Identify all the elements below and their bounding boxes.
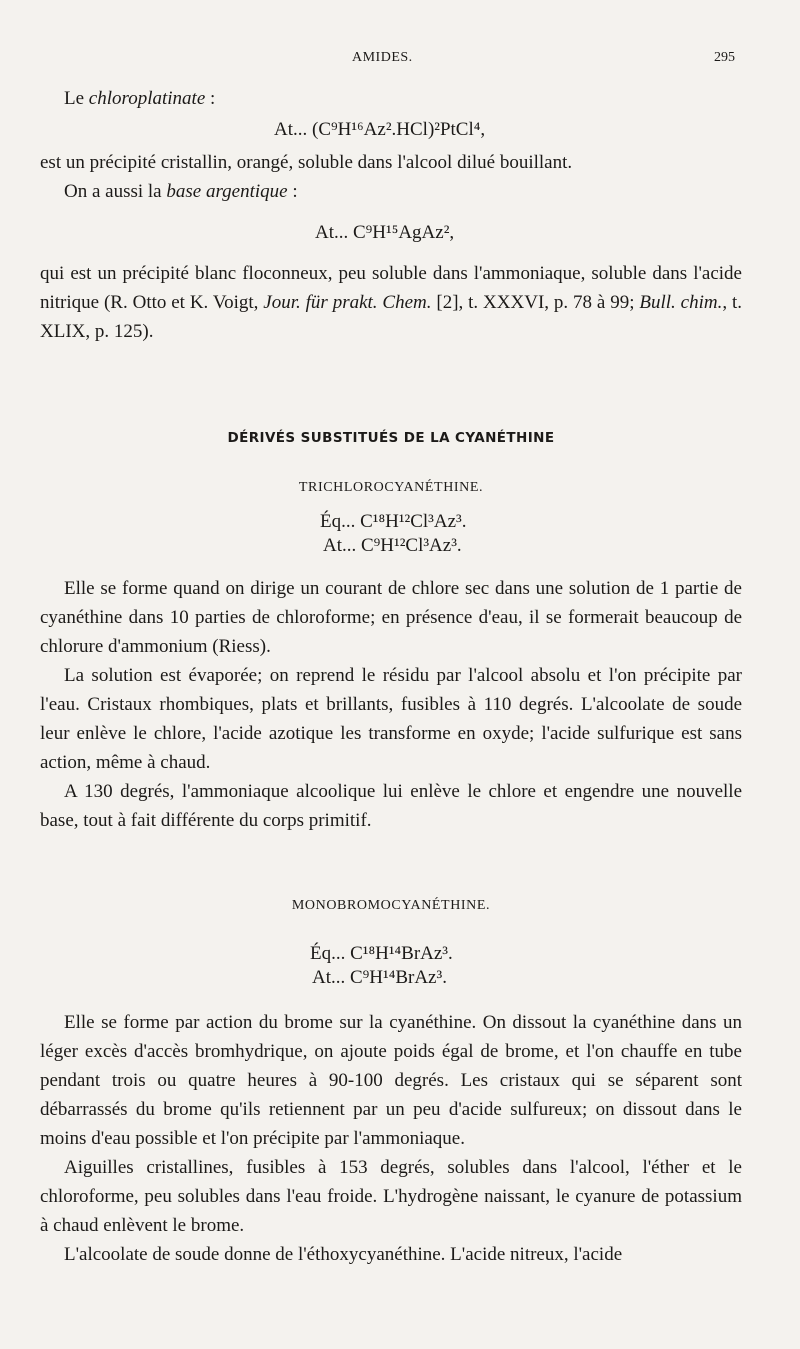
- argentic-description: qui est un précipité blanc floconneux, peu soluble dans l'ammoniaque, soluble dans l'acide nitrique (R. Otto et K. Voigt, Jour. für prakt. Chem. [2], t. XXXVI, p. 78 à 99; Bull. chim., t. XLIX, p. 125).: [40, 263, 742, 342]
- monobromo-heading: MONOBROMOCYANÉTHINE.: [291, 898, 491, 913]
- chloroplatinate-intro: Le chloroplatinate :: [64, 88, 216, 109]
- page-number: 295: [714, 50, 735, 65]
- chloroplatinate-formula: [40, 115, 742, 144]
- monobromo-paragraph-1: Elle se forme par action du brome sur la cyanéthine. On dissout la cyanéthine dans un léger excès d'accès bromhydrique, on ajoute poids égal de brome, et l'on chauffe en tube pendant trois ou quatre heures à 90-100 degrés. Les cristaux qui se séparent sont débarrassés du brome qu'ils retiennent par un peu d'acide sulfureux; on dissout dans le moins d'eau possible et l'on précipite par l'ammoniaque.: [40, 1012, 742, 1149]
- page-body: [40, 84, 742, 1269]
- eq-formula: C¹⁸H¹²Cl³Az³.: [360, 511, 467, 532]
- formula-text: (C⁹H¹⁶Az².HCl)²PtCl⁴,: [312, 119, 486, 140]
- formula-label: At...: [315, 222, 349, 243]
- at-label: At...: [312, 967, 346, 988]
- trichloro-at-formula: [40, 534, 742, 558]
- trichloro-heading: TRICHLOROCYANÉTHINE.: [298, 480, 484, 495]
- trichloro-paragraph-1: Elle se forme quand on dirige un courant de chlore sec dans une solution de 1 partie de cyanéthine dans 10 parties de chloroforme; en présence d'eau, il se formerait beaucoup de chlorure d'ammonium (Riess).: [40, 578, 742, 657]
- argentic-formula: [40, 218, 742, 247]
- monobromo-eq-formula: [40, 942, 742, 966]
- section-heading: DÉRIVÉS SUBSTITUÉS DE LA CYANÉTHINE: [227, 430, 555, 446]
- at-label: At...: [323, 535, 357, 556]
- page-header: [0, 50, 800, 72]
- eq-formula: C¹⁸H¹⁴BrAz³.: [350, 943, 453, 964]
- at-formula: C⁹H¹⁴BrAz³.: [350, 967, 447, 988]
- formula-text: C⁹H¹⁵AgAz²,: [353, 222, 455, 243]
- monobromo-at-formula: [40, 966, 742, 990]
- argentic-intro: On a aussi la base argentique :: [64, 181, 298, 202]
- monobromo-paragraph-3: L'alcoolate de soude donne de l'éthoxycyanéthine. L'acide nitreux, l'acide: [64, 1244, 623, 1265]
- trichloro-paragraph-2: La solution est évaporée; on reprend le résidu par l'alcool absolu et l'on précipite par l'eau. Cristaux rhombiques, plats et brillants, fusibles à 110 degrés. L'alcoolate de soude leur enlève le chlore, l'acide azotique les transforme en oxyde; l'acide sulfurique est sans action, même à chaud.: [40, 665, 742, 773]
- at-formula: C⁹H¹²Cl³Az³.: [361, 535, 462, 556]
- formula-label: At...: [274, 119, 308, 140]
- monobromo-paragraph-2: Aiguilles cristallines, fusibles à 153 degrés, solubles dans l'alcool, l'éther et le chloroforme, peu solubles dans l'eau froide. L'hydrogène naissant, le cyanure de potassium à chaud enlèvent le brome.: [40, 1157, 742, 1236]
- trichloro-eq-formula: [40, 510, 742, 534]
- eq-label: Éq...: [320, 511, 356, 532]
- running-title: AMIDES.: [352, 50, 413, 65]
- eq-label: Éq...: [310, 943, 346, 964]
- trichloro-paragraph-3: A 130 degrés, l'ammoniaque alcoolique lui enlève le chlore et engendre une nouvelle base, tout à fait différente du corps primitif.: [40, 781, 742, 831]
- chloroplatinate-description: est un précipité cristallin, orangé, soluble dans l'alcool dilué bouillant.: [40, 152, 573, 173]
